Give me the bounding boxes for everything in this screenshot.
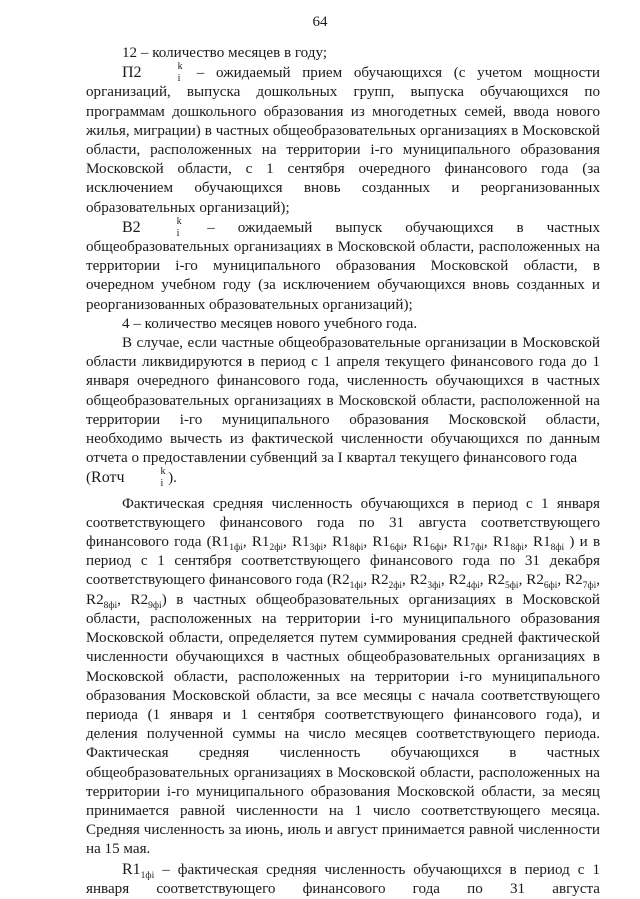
paragraph-text: ) в частных общеобразовательных организациях в Московской области, расположенных на территории i-го муниципального образования Московской области, определяется путем суммирования средней фактической численности обучающихся в частных общеобразовательных организациях в Московской области, расположенных на территории i-го муниципального образования Московской области, за все месяцы с начала соответствующего периода (1 января и 1 сентября соответствующего финансового года), и деления полученной суммы на число месяцев соответствующего периода. Фактическая средняя численность обучающихся в частных общеобразовательных организациях в Московской области, расположенных на территории i-го муниципального образования Московской области, за месяц принимается равной численности на 1 число соответствующего месяца. Средняя численность за июнь, июль и август принимается равной численности на 15 мая. xyxy=(86,591,600,858)
formula-indices-p2: k i xyxy=(177,61,183,85)
document-body xyxy=(86,44,600,899)
paragraph-text: – ожидаемый прием обучающихся (с учетом мощности организаций, выпуска дошкольных групп, выпуска обучающихся по программам дошкольного образования из многодетных семей, ввода нового жилья, миграции) в частных общеобразовательных организациях в Московской области, расположенных на территории i-го муниципального образования Московской области, с 1 сентября очередного финансового года (за исключением обучающихся вновь созданных и реорганизованных образовательных организаций); xyxy=(86,65,600,216)
formula-r1-list: $R1_{1фi}$, $R1_{2фi}$, $R1_{3фi}$, $R1_{8фi}$, $R1_{6фi}$, $R1_{6фi}$, $R1_{7фi}$, $R1_{8фi}$, $R1_{8фi}$ xyxy=(211,534,565,554)
paragraph-new-school-year-months: 4 – количество месяцев нового учебного года. xyxy=(122,315,418,332)
paragraph-text: – ожидаемый выпуск обучающихся в частных общеобразовательных организациях в Московской области, расположенных на территории i-го муниципального образования Московской области, в очередном учебном году (за исключением обучающихся вновь созданных и реорганизованных образовательных организаций); xyxy=(86,219,600,313)
page-number: 64 xyxy=(312,14,328,30)
paragraph-liquidation-case xyxy=(86,334,600,489)
formula-indices-v2: k i xyxy=(176,215,182,239)
formula-symbol-v2: В2 xyxy=(122,218,141,236)
paragraph-expected-admission xyxy=(86,63,600,218)
paragraph-expected-graduation xyxy=(86,215,600,315)
formula-index-r1: 1фi xyxy=(140,870,155,881)
paragraph-months-in-year: 12 – количество месяцев в году; xyxy=(122,45,328,61)
formula-symbol-r1: R1 xyxy=(122,860,141,878)
paragraph-text: – фактическая средняя численность обучающихся в период с 1 января соответствующего финансового года по 31 августа xyxy=(86,861,600,897)
paragraph-text: ) и в период с 1 сентября соответствующего финансового года по 31 декабря соответствующего финансового года ( xyxy=(86,534,601,589)
paragraph-actual-average-count xyxy=(86,495,600,860)
formula-r2-list: $R2_{1фi}$, $R2_{2фi}$, $R2_{3фi}$, $R2_{4фi}$, $R2_{5фi}$, $R2_{6фi}$, $R2_{7фi}$, $R2_{8фi}$, $R2_{9фi}$ xyxy=(86,572,601,611)
paragraph-text: Фактическая средняя численность обучающихся в период с 1 января соответствующего финансового года по 31 августа соответствующего финансового года ( xyxy=(86,495,600,551)
paragraph-r1-definition xyxy=(86,860,600,899)
formula-symbol-p2: П2 xyxy=(122,64,142,82)
paragraph-text: В случае, если частные общеобразовательные организации в Московской области ликвидируются в период с 1 апреля текущего финансового года до 1 января очередного финансового года, численность обучающихся в частных общеобразовательных организациях в Московской области, расположенной на территории i-го муниципального образования Московской области, необходимо вычесть из фактической численности обучающихся по данным отчета о предоставлении субвенций за I квартал текущего финансового года xyxy=(86,335,600,467)
formula-rotch: (Rотч k i ). xyxy=(86,466,177,490)
